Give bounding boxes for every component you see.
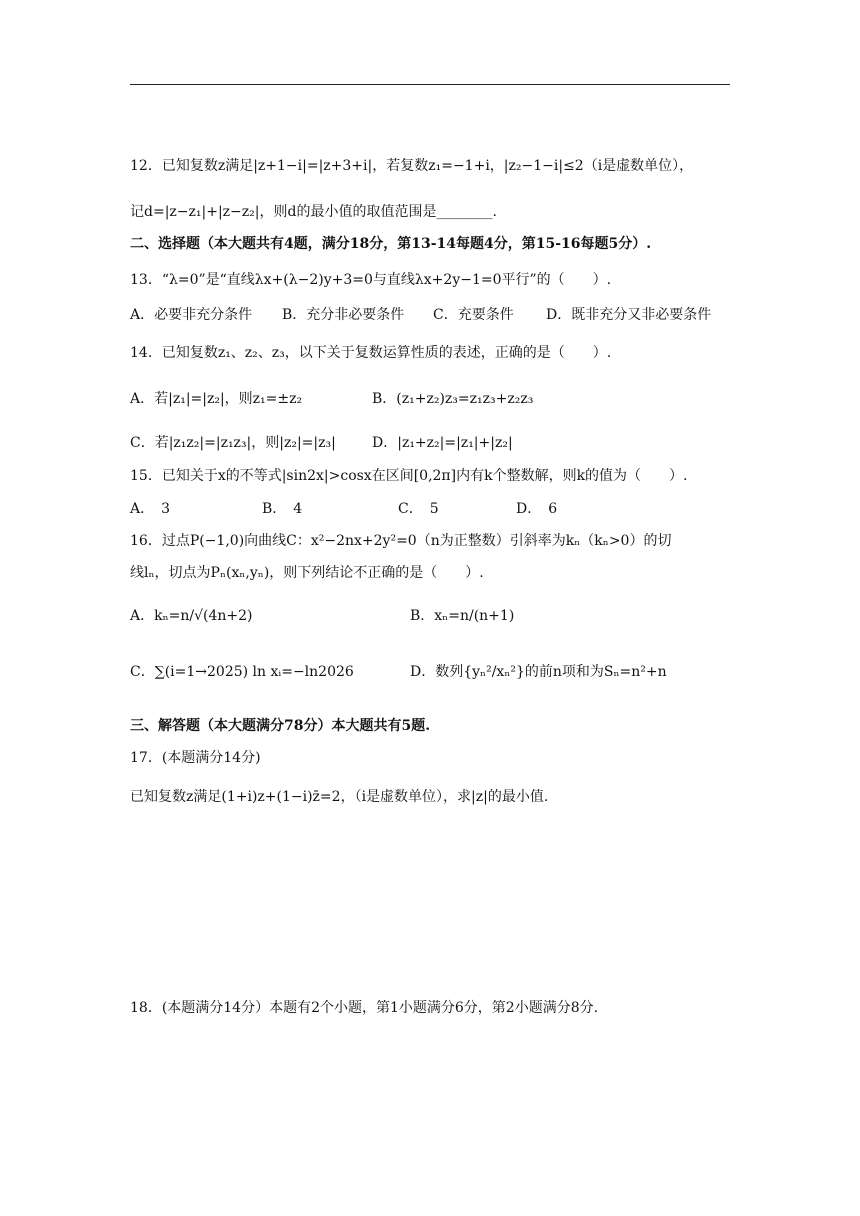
- q13-stem: 13．“λ=0”是“直线λx+(λ−2)y+3=0与直线λx+2y−1=0平行”的（ ）.: [130, 272, 612, 288]
- q14-option-d: D．|z₁+z₂|=|z₁|+|z₂|: [372, 435, 513, 451]
- q16-option-d: D．数列{yₙ²/xₙ²}的前n项和为Sₙ=n²+n: [410, 664, 667, 680]
- q14-option-b: B．(z₁+z₂)z₃=z₁z₃+z₂z₃: [372, 391, 534, 407]
- q13-option-a: A．必要非充分条件: [130, 307, 253, 323]
- section2-heading: 二、选择题（本大题共有4题，满分18分，第13-14每题4分，第15-16每题5分）.: [130, 236, 652, 252]
- q16-line1: 16．过点P(−1,0)向曲线C：x²−2nx+2y²=0（n为正整数）引斜率为kₙ（kₙ>0）的切: [130, 533, 672, 549]
- q14-stem: 14．已知复数z₁、z₂、z₃，以下关于复数运算性质的表述，正确的是（ ）.: [130, 345, 612, 361]
- q17-title: 17．(本题满分14分): [130, 750, 261, 766]
- section3-heading: 三、解答题（本大题满分78分）本大题共有5题.: [130, 718, 431, 734]
- q12-line1: 12．已知复数z满足|z+1−i|=|z+3+i|，若复数z₁=−1+i，|z₂−1−i|≤2（i是虚数单位），: [130, 158, 694, 174]
- q13-option-c: C．充要条件: [433, 307, 514, 323]
- q16-option-b: B．xₙ=n/(n+1): [410, 608, 515, 624]
- q15-option-b: B． 4: [262, 501, 303, 517]
- q14-option-a: A．若|z₁|=|z₂|，则z₁=±z₂: [130, 391, 303, 407]
- q17-body: 已知复数z满足(1+i)z+(1−i)z̄=2，（i是虚数单位），求|z|的最小值.: [130, 789, 549, 805]
- header-rule: [130, 84, 730, 85]
- q16-option-a: A．kₙ=n/√(4n+2): [130, 608, 253, 624]
- q15-option-a: A． 3: [130, 501, 171, 517]
- q13-option-b: B．充分非必要条件: [282, 307, 405, 323]
- q15-option-c: C． 5: [398, 501, 439, 517]
- q15-option-d: D． 6: [516, 501, 558, 517]
- q14-option-c: C．若|z₁z₂|=|z₁z₃|，则|z₂|=|z₃|: [130, 435, 336, 451]
- q15-stem: 15．已知关于x的不等式|sin2x|>cosx在区间[0,2π]内有k个整数解，则k的值为（ ）.: [130, 468, 688, 484]
- q13-option-d: D．既非充分又非必要条件: [546, 307, 712, 323]
- q16-line2: 线lₙ，切点为Pₙ(xₙ,yₙ)，则下列结论不正确的是（ ）.: [130, 565, 484, 581]
- q12-line2: 记d=|z−z₁|+|z−z₂|，则d的最小值的取值范围是________.: [130, 204, 497, 220]
- q16-option-c: C．∑(i=1→2025) ln xᵢ=−ln2026: [130, 664, 354, 680]
- q18-title: 18．(本题满分14分）本题有2个小题，第1小题满分6分，第2小题满分8分.: [130, 1000, 599, 1016]
